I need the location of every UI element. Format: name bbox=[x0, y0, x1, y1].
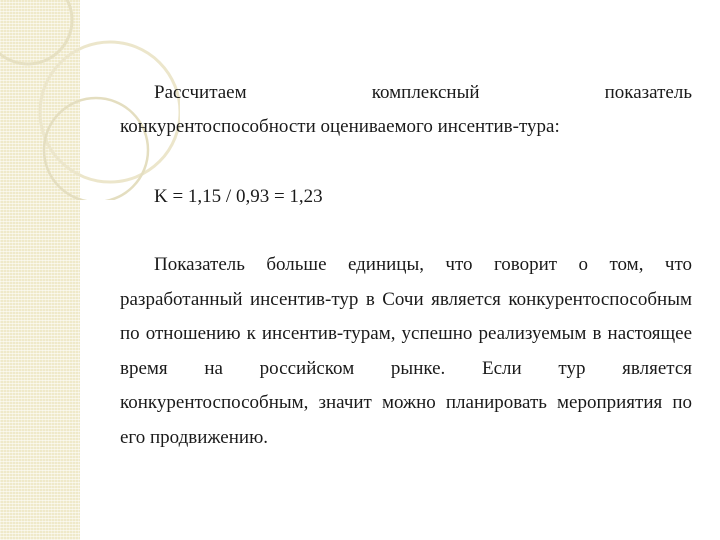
decorative-rings bbox=[0, 0, 180, 200]
formula: K = 1,15 / 0,93 = 1,23 bbox=[154, 186, 323, 207]
word-1: Рассчитаем bbox=[154, 82, 247, 103]
word-3: показатель bbox=[604, 82, 692, 103]
paragraph-1-line-1 bbox=[154, 80, 692, 106]
paragraph-1-line-2: конкурентоспособности оцениваемого инсентив-тура: bbox=[120, 116, 560, 137]
decorative-ring-top bbox=[0, 0, 72, 64]
paragraph-2: Показатель больше единицы, что говорит о том, что разработанный инсентив-тур в Сочи является конкурентоспособным по отношению к инсентив-турам, успешно реализуемым в настоящее время на российском рынке. Если тур является конкурентоспособным, значит можно планировать мероприятия по его продвижению. bbox=[120, 254, 692, 448]
word-2: комплексный bbox=[371, 82, 480, 103]
